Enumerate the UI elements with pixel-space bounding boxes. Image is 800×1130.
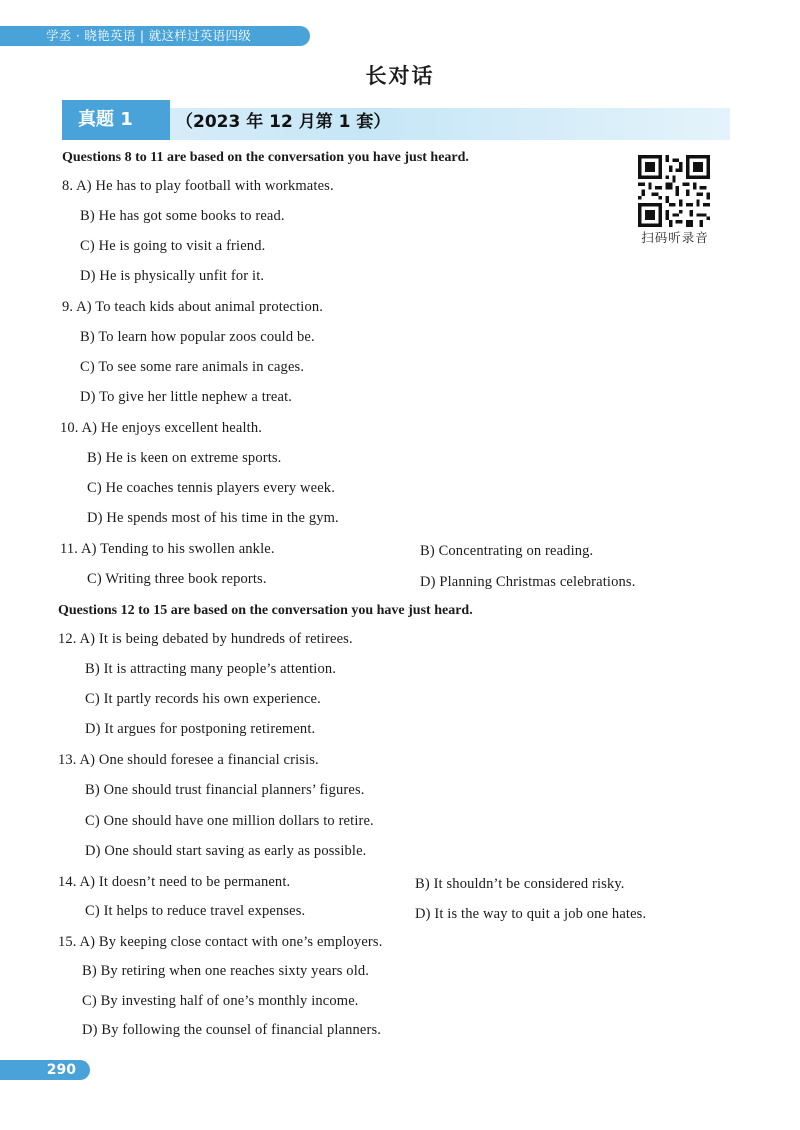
q15-option-c: C) By investing half of one’s monthly income. bbox=[82, 993, 359, 1009]
q11-option-b: B) Concentrating on reading. bbox=[420, 543, 594, 559]
q12-option-c: C) It partly records his own experience. bbox=[85, 691, 321, 707]
section-tag: 真题 1 bbox=[62, 100, 170, 140]
q13-option-b: B) One should trust financial planners’ figures. bbox=[85, 782, 365, 798]
q15-option-a: 15. A) By keeping close contact with one’s employers. bbox=[58, 934, 383, 950]
q8-option-d: D) He is physically unfit for it. bbox=[80, 268, 265, 284]
section-note: （2023 年 12 月第 1 套） bbox=[176, 112, 391, 132]
page-title: 长对话 bbox=[365, 64, 435, 88]
q13-option-a: 13. A) One should foresee a financial crisis. bbox=[58, 752, 319, 768]
q13-option-d: D) One should start saving as early as possible. bbox=[85, 843, 367, 859]
q15-option-b: B) By retiring when one reaches sixty years old. bbox=[82, 963, 370, 979]
q12-option-d: D) It argues for postponing retirement. bbox=[85, 721, 316, 737]
q10-option-a: 10. A) He enjoys excellent health. bbox=[60, 420, 262, 436]
q13-option-c: C) One should have one million dollars to retire. bbox=[85, 813, 374, 829]
q11-option-a: 11. A) Tending to his swollen ankle. bbox=[60, 541, 275, 557]
q14-option-b: B) It shouldn’t be considered risky. bbox=[415, 876, 625, 892]
directive-q8-11: Questions 8 to 11 are based on the conversation you have just heard. bbox=[62, 150, 469, 165]
q10-option-c: C) He coaches tennis players every week. bbox=[87, 480, 335, 496]
q8-option-c: C) He is going to visit a friend. bbox=[80, 238, 266, 254]
q10-option-d: D) He spends most of his time in the gym. bbox=[87, 510, 339, 526]
q14-option-d: D) It is the way to quit a job one hates. bbox=[415, 906, 647, 922]
q8-option-a: 8. A) He has to play football with workmates. bbox=[62, 178, 334, 194]
q9-option-b: B) To learn how popular zoos could be. bbox=[80, 329, 315, 345]
directive-q12-15: Questions 12 to 15 are based on the conversation you have just heard. bbox=[58, 603, 473, 618]
q10-option-b: B) He is keen on extreme sports. bbox=[87, 450, 282, 466]
qr-code-icon[interactable] bbox=[638, 155, 710, 227]
q12-option-a: 12. A) It is being debated by hundreds of retirees. bbox=[58, 631, 353, 647]
page-number: 290 bbox=[0, 1060, 90, 1080]
q8-option-b: B) He has got some books to read. bbox=[80, 208, 285, 224]
header-banner: 学丞 · 晓艳英语 | 就这样过英语四级 bbox=[0, 26, 310, 46]
q12-option-b: B) It is attracting many people’s attention. bbox=[85, 661, 337, 677]
q14-option-c: C) It helps to reduce travel expenses. bbox=[85, 903, 306, 919]
q9-option-a: 9. A) To teach kids about animal protection. bbox=[62, 299, 324, 315]
qr-label: 扫码听录音 bbox=[641, 230, 709, 245]
q9-option-d: D) To give her little nephew a treat. bbox=[80, 389, 293, 405]
q14-option-a: 14. A) It doesn’t need to be permanent. bbox=[58, 874, 291, 890]
q11-option-c: C) Writing three book reports. bbox=[87, 571, 267, 587]
q9-option-c: C) To see some rare animals in cages. bbox=[80, 359, 305, 375]
q15-option-d: D) By following the counsel of financial planners. bbox=[82, 1022, 382, 1038]
q11-option-d: D) Planning Christmas celebrations. bbox=[420, 574, 636, 590]
